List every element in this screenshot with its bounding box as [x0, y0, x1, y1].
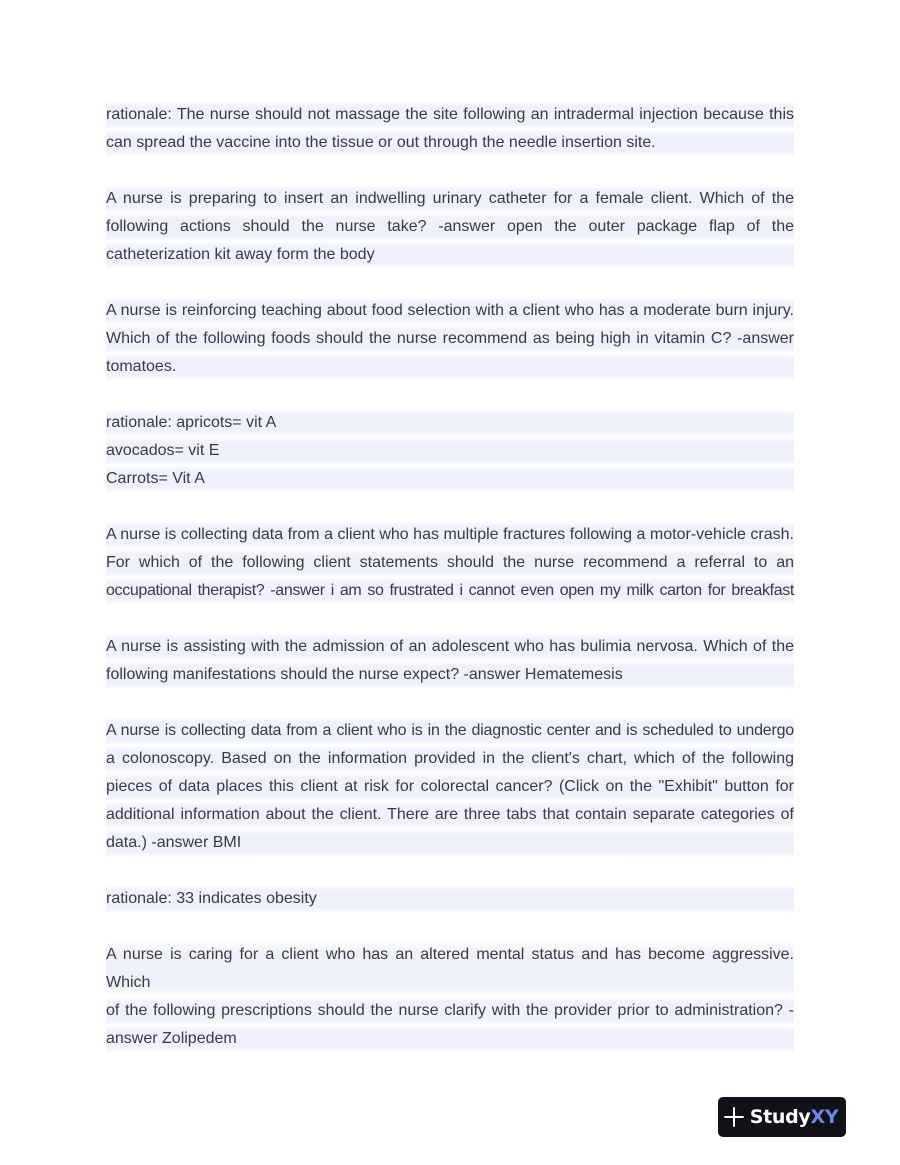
text-line: additional information about the client. There are three tabs that contain separate categories of	[106, 801, 794, 829]
paragraph	[106, 297, 794, 381]
text-line: A nurse is collecting data from a client who is in the diagnostic center and is scheduled to undergo	[106, 717, 794, 745]
text-line: following actions should the nurse take? -answer open the outer package flap of the	[106, 213, 794, 241]
text-line: answer Zolipedem	[106, 1025, 794, 1053]
paragraph	[106, 185, 794, 269]
text-line: A nurse is assisting with the admission of an adolescent who has bulimia nervosa. Which of the	[106, 633, 794, 661]
text-line: avocados= vit E	[106, 437, 794, 465]
text-line: For which of the following client statements should the nurse recommend a referral to an	[106, 549, 794, 577]
text-line: A nurse is reinforcing teaching about food selection with a client who has a moderate burn injury.	[106, 297, 794, 325]
text-line: A nurse is preparing to insert an indwelling urinary catheter for a female client. Which of the	[106, 185, 794, 213]
text-line: Carrots= Vit A	[106, 465, 794, 493]
text-line: following manifestations should the nurse expect? -answer Hematemesis	[106, 661, 794, 689]
brand-wordmark	[750, 1106, 839, 1128]
text-line: rationale: apricots= vit A	[106, 409, 794, 437]
text-line: occupational therapist? -answer i am so frustrated i cannot even open my milk carton for breakfast	[106, 577, 794, 605]
text-line: can spread the vaccine into the tissue or out through the needle insertion site.	[106, 129, 794, 157]
paragraph	[106, 885, 794, 913]
text-line: A nurse is caring for a client who has an altered mental status and has become aggressive. Which	[106, 941, 794, 997]
text-line: a colonoscopy. Based on the information provided in the client's chart, which of the following	[106, 745, 794, 773]
plus-icon	[724, 1107, 744, 1127]
paragraph	[106, 941, 794, 1053]
paragraph	[106, 633, 794, 689]
text-line: A nurse is collecting data from a client who has multiple fractures following a motor-vehicle crash.	[106, 521, 794, 549]
document-body	[106, 101, 794, 1081]
text-line: Which of the following foods should the nurse recommend as being high in vitamin C? -answer	[106, 325, 794, 353]
text-line: data.) -answer BMI	[106, 829, 794, 857]
text-line: of the following prescriptions should the nurse clarify with the provider prior to administration? -	[106, 997, 794, 1025]
text-line: pieces of data places this client at risk for colorectal cancer? (Click on the "Exhibit" button for	[106, 773, 794, 801]
text-line: rationale: 33 indicates obesity	[106, 885, 794, 913]
brand-main: Study	[749, 1106, 811, 1128]
paragraph	[106, 521, 794, 605]
paragraph	[106, 409, 794, 493]
text-line: catheterization kit away form the body	[106, 241, 794, 269]
paragraph	[106, 717, 794, 857]
studyxy-watermark-badge	[718, 1097, 846, 1137]
text-line: rationale: The nurse should not massage the site following an intradermal injection because this	[106, 101, 794, 129]
paragraph	[106, 101, 794, 157]
brand-accent: XY	[810, 1106, 839, 1128]
text-line: tomatoes.	[106, 353, 794, 381]
